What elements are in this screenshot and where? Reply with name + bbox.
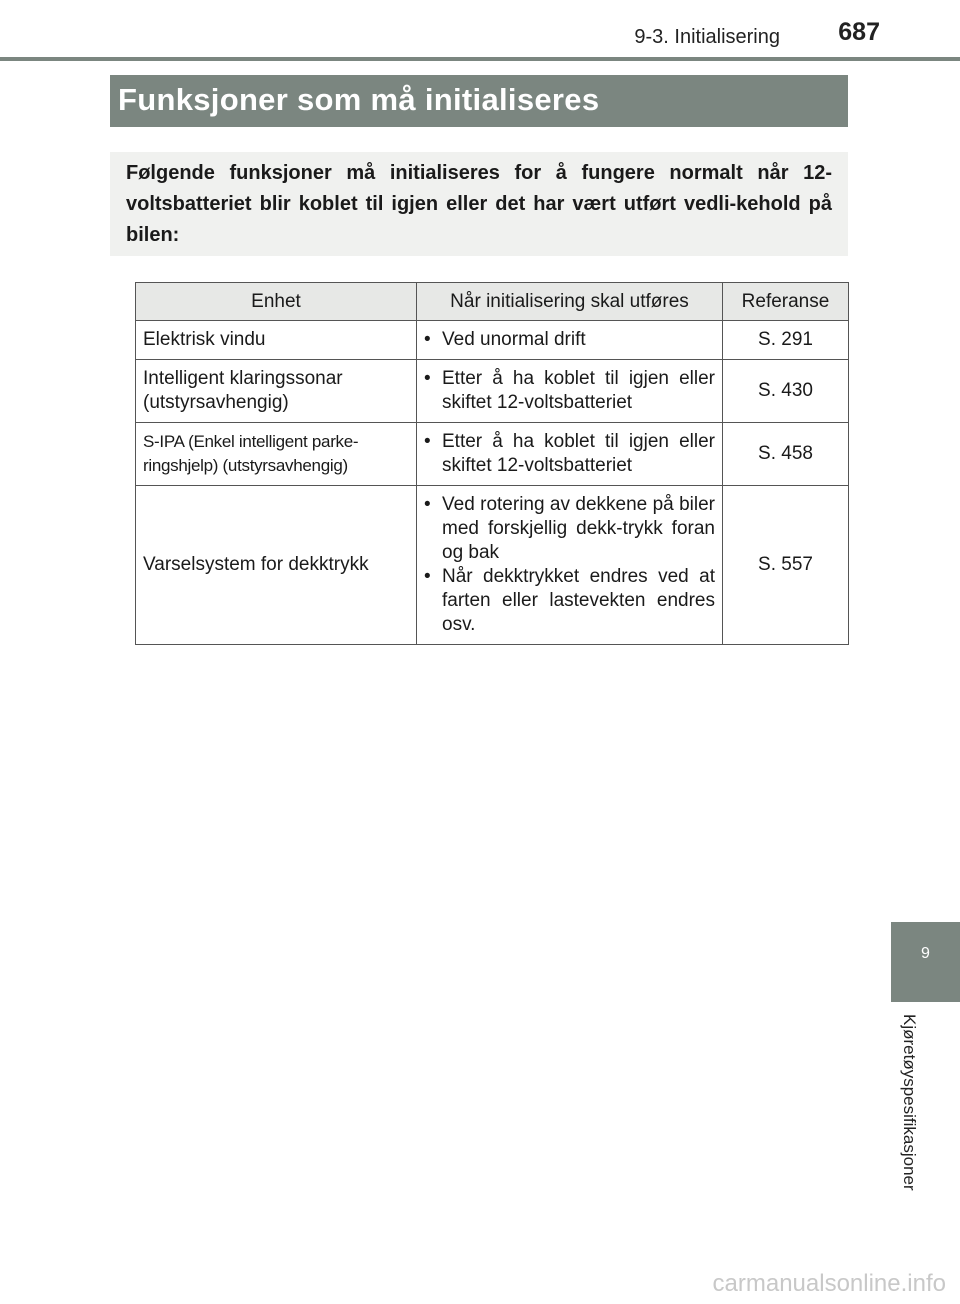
cell-reference: S. 430 (723, 360, 849, 423)
page-title: Funksjoner som må initialiseres (110, 75, 848, 127)
cell-unit: Varselsystem for dekktrykk (136, 486, 417, 645)
table-header-row (136, 283, 849, 321)
watermark: carmanualsonline.info (712, 1270, 946, 1297)
bullet-item: • Ved rotering av dekkene på biler med forskjellig dekk-trykk foran og bak (424, 493, 715, 565)
cell-unit: Intelligent klaringssonar (utstyrsavhengig) (136, 360, 417, 423)
cell-reference: S. 557 (723, 486, 849, 645)
column-header-reference: Referanse (723, 283, 849, 321)
bullet-item: • Etter å ha koblet til igjen eller skiftet 12-voltsbatteriet (424, 430, 715, 478)
intro-text: Følgende funksjoner må initialiseres for å fungere normalt når 12-voltsbatteriet blir koblet til igjen eller det har vært utført vedli-kehold på bilen: (110, 152, 848, 256)
cell-unit: S-IPA (Enkel intelligent parke-ringshjelp) (utstyrsavhengig) (136, 423, 417, 486)
cell-when (417, 486, 723, 645)
bullet-item: • Etter å ha koblet til igjen eller skiftet 12-voltsbatteriet (424, 367, 715, 415)
page-number: 687 (838, 18, 880, 46)
cell-unit: Elektrisk vindu (136, 321, 417, 360)
chapter-label: Kjøretøyspesifikasjoner (900, 1014, 919, 1191)
page-header (0, 0, 960, 60)
cell-when (417, 360, 723, 423)
chapter-tab: 9 (891, 922, 960, 1002)
section-title: 9-3. Initialisering (634, 26, 780, 48)
cell-when (417, 423, 723, 486)
header-rule (0, 57, 960, 61)
cell-reference: S. 458 (723, 423, 849, 486)
cell-when (417, 321, 723, 360)
initialization-table (135, 282, 849, 645)
table-row (136, 486, 849, 645)
table-row (136, 321, 849, 360)
table-row (136, 360, 849, 423)
cell-reference: S. 291 (723, 321, 849, 360)
bullet-item: • Ved unormal drift (424, 328, 715, 352)
table-row (136, 423, 849, 486)
column-header-unit: Enhet (136, 283, 417, 321)
bullet-item: • Når dekktrykket endres ved at farten eller lastevekten endres osv. (424, 565, 715, 637)
column-header-when: Når initialisering skal utføres (417, 283, 723, 321)
